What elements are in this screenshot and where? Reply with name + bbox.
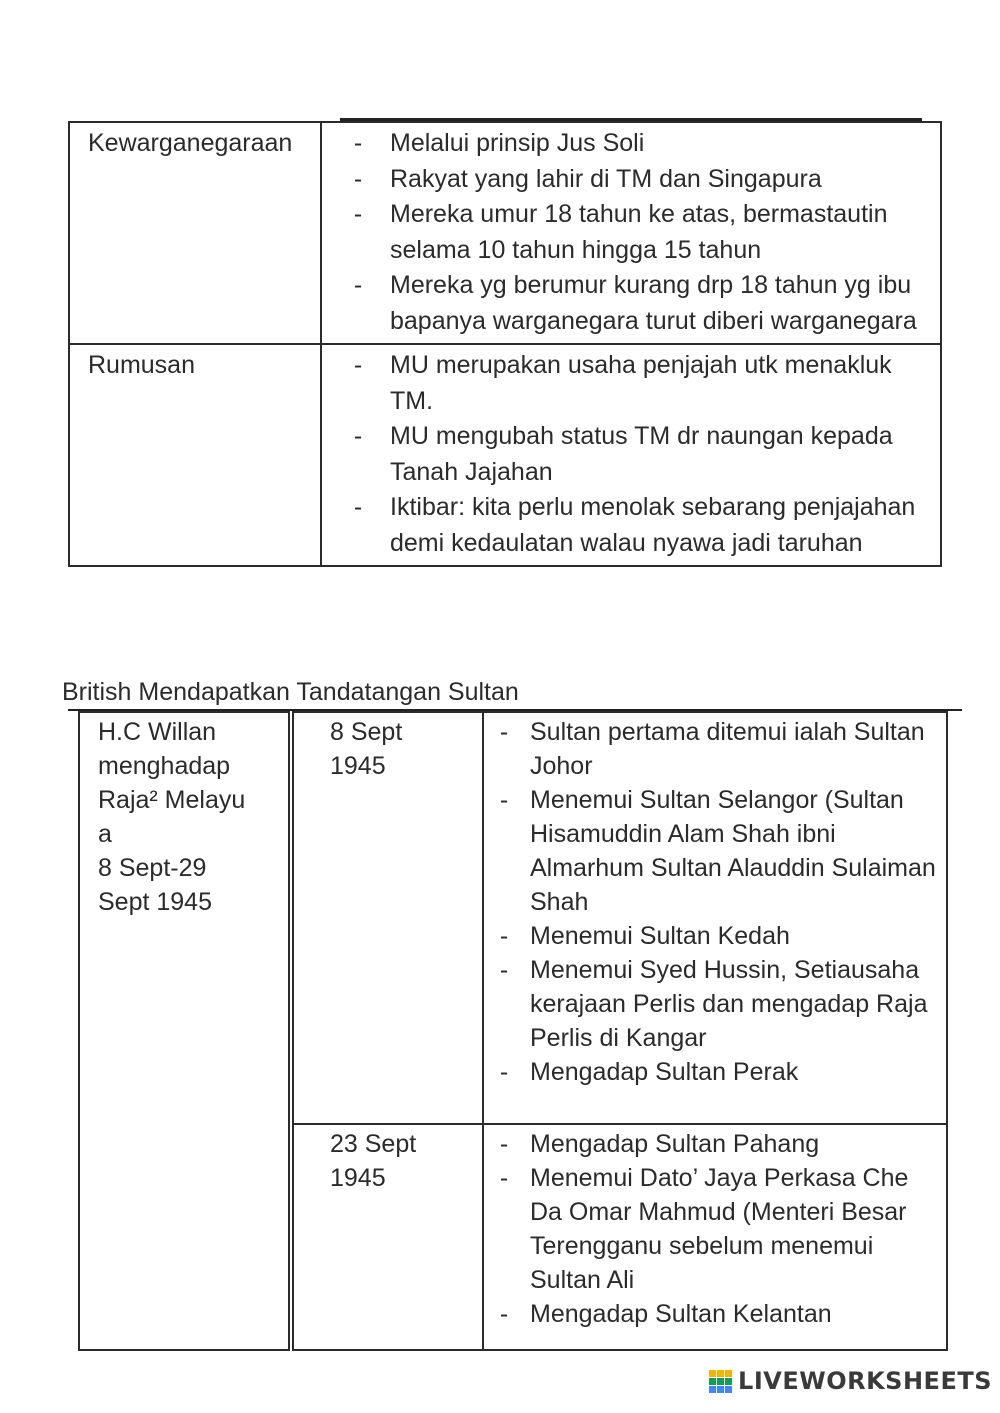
list-item: - Mengadap Sultan Perak <box>484 1055 946 1089</box>
dash-bullet: - <box>499 922 509 950</box>
sultan-signature-table <box>78 711 948 1351</box>
logo-square <box>725 1370 732 1377</box>
activities-cell <box>483 712 947 1124</box>
row-points <box>321 122 941 344</box>
logo-square <box>717 1386 724 1393</box>
date-cell: 8 Sept 1945 <box>291 712 483 1124</box>
list-item: - Sultan pertama ditemui ialah Sultan Johor <box>484 715 946 783</box>
list-item: - Menemui Syed Hussin, Setiausaha kerajaan Perlis dan mengadap Raja Perlis di Kangar <box>484 953 946 1055</box>
list-item: - MU merupakan usaha penjajah utk menakluk TM. <box>322 348 940 419</box>
section-title: British Mendapatkan Tandatangan Sultan <box>62 678 519 706</box>
logo-square <box>709 1370 716 1377</box>
dash-bullet: - <box>499 786 509 814</box>
row-points <box>321 344 941 566</box>
logo-square <box>717 1378 724 1385</box>
logo-square <box>717 1370 724 1377</box>
table-row <box>69 344 941 566</box>
list-item: - Mengadap Sultan Kelantan <box>484 1297 946 1331</box>
dash-bullet: - <box>499 1163 509 1192</box>
logo-square <box>725 1378 732 1385</box>
sultan-signature-table-wrapper <box>78 711 948 1328</box>
row-label: Rumusan <box>69 344 321 566</box>
logo-square <box>725 1386 732 1393</box>
list-item: - Mereka umur 18 tahun ke atas, bermastautin selama 10 tahun hingga 15 tahun <box>322 197 940 268</box>
list-item: - MU mengubah status TM dr naungan kepada Tanah Jajahan <box>322 419 940 490</box>
dash-bullet: - <box>353 271 363 299</box>
list-item: - Melalui prinsip Jus Soli <box>322 126 940 162</box>
dash-bullet: - <box>353 422 363 450</box>
dash-bullet: - <box>353 351 363 379</box>
list-item: - Menemui Sultan Kedah <box>484 919 946 953</box>
dash-bullet: - <box>353 493 363 521</box>
dash-bullet: - <box>499 1129 509 1158</box>
dash-bullet: - <box>353 164 363 193</box>
table-row <box>79 712 947 1124</box>
list-item: - Iktibar: kita perlu menolak sebarang penjajahan demi kedaulatan walau nyawa jadi taruhan <box>322 490 940 561</box>
watermark-text: LIVEWORKSHEETS <box>738 1367 992 1395</box>
list-item: - Menemui Sultan Selangor (Sultan Hisamuddin Alam Shah ibni Almarhum Sultan Alauddin Sulaiman Shah <box>484 783 946 919</box>
liveworksheets-logo-icon <box>709 1370 732 1393</box>
dash-bullet: - <box>353 200 363 228</box>
envoy-cell: H.C Willan menghadap Raja² Melayu a 8 Sept-29 Sept 1945 <box>79 712 291 1350</box>
list-item: - Mengadap Sultan Pahang <box>484 1127 946 1161</box>
dash-bullet: - <box>499 1299 509 1328</box>
table-row <box>69 122 941 344</box>
date-cell: 23 Sept 1945 <box>291 1124 483 1350</box>
activities-cell <box>483 1124 947 1350</box>
dash-bullet: - <box>499 956 509 984</box>
list-item: - Rakyat yang lahir di TM dan Singapura <box>322 162 940 198</box>
row-label: Kewarganegaraan <box>69 122 321 344</box>
logo-square <box>709 1386 716 1393</box>
logo-square <box>709 1378 716 1385</box>
dash-bullet: - <box>353 129 363 157</box>
dash-bullet: - <box>499 1058 509 1086</box>
liveworksheets-watermark <box>709 1367 992 1395</box>
citizenship-summary-table <box>68 121 942 567</box>
list-item: - Mereka yg berumur kurang drp 18 tahun yg ibu bapanya warganegara turut diberi warganegara <box>322 268 940 339</box>
dash-bullet: - <box>499 718 509 746</box>
list-item: - Menemui Dato’ Jaya Perkasa Che Da Omar Mahmud (Menteri Besar Terengganu sebelum menemui Sultan Ali <box>484 1161 946 1297</box>
